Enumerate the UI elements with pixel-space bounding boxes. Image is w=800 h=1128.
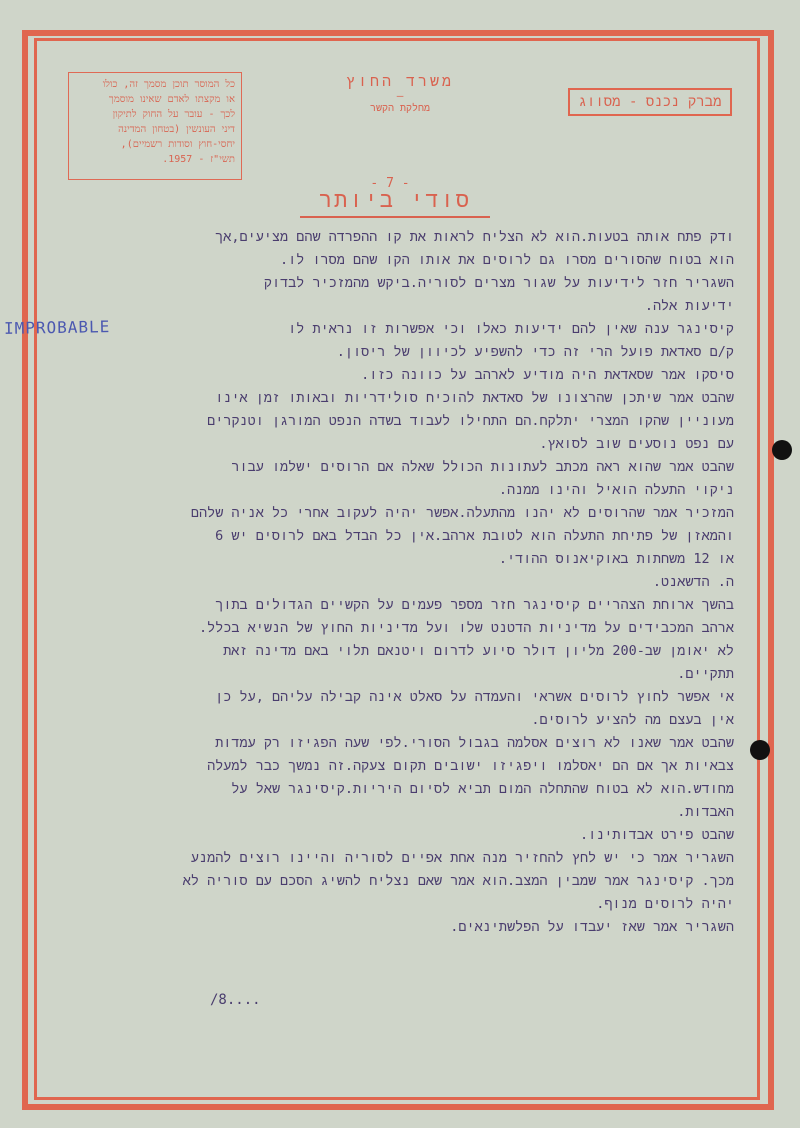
body-line: מעוניין שהקו המצרי יתלקח.הם התחילו לעבוד בשדה הנפט המורגן וטנקרים [207, 413, 734, 429]
body-line: ניקוי התעלה הואיל והינו ממנה. [498, 482, 734, 498]
body-line: ק/ם סאדאת פועל הרי זה כדי להשפיע לכיוון של ריסון. [336, 344, 734, 360]
body-line: או 12 משחתות באוקיאנוס ההודי. [498, 551, 734, 567]
punch-hole [750, 740, 770, 760]
punch-hole [772, 440, 792, 460]
notice-line: תשי"ז - 1957. [162, 154, 235, 165]
ministry-header [330, 72, 470, 115]
body-line: ארהב המכבידים על מדיניות הדטנט שלו ועל מדיניות החוץ של הנשיא בכלל. [198, 620, 734, 636]
department-name: מחלקת הקשר [369, 103, 431, 114]
notice-line: או מקצתו לאדם שאינו מוסמך [108, 94, 235, 105]
body-line: השגריר חזר לידיעות על שגור מצרים לסוריה.ביקש מהמזכיר לבדוק [263, 275, 734, 291]
body-line: סיסקו אמר שסאדאת היה מודיע לארהב על כוונה כזו. [361, 367, 734, 383]
body-line: מכך. קיסינגר אמר שמבין המצב.הוא אמר שאם נצליח להשיג הסכם עם סוריה לא [182, 873, 734, 889]
body-line: שהבט אמר שיתכן שהרצונו של סאדאת להוכיח סולידריות ובאותו זמן אינו [215, 390, 734, 406]
body-line: שהבט אמר שהוא ראה מכתב לעתונות הכולל שאלה אם הרוסים ישלמו עבור [231, 459, 734, 475]
document-body [60, 226, 734, 939]
page-number: - 7 - [370, 176, 410, 191]
notice-line: כל המוסר תוכן מסמך זה, כולו [102, 79, 235, 90]
body-line: צבאיות אך אם הם יאסלמו ויפגיזו ישובים תקום צעקה.זה נמשך כבר למעלה [207, 758, 734, 774]
body-line: מחודש.הוא לא בטוח שהתחלה המום תביא לסיום היריות.קיסינגר שאל על [231, 781, 734, 797]
body-line: האבדות. [677, 804, 734, 820]
body-line: אין בעצם מה להציע לרוסים. [531, 712, 734, 728]
ministry-divider: — [396, 89, 404, 102]
continuation-marker: /8.... [210, 992, 261, 1008]
body-line: לא יאומן שב-200 מליון דולר סיוע לדרום ויטנאם תלוי באם מדינה זאת [223, 643, 734, 659]
body-line: תתקיים. [677, 666, 734, 682]
body-line: עם נפט נוסעים שוב לסואץ. [539, 436, 734, 452]
secrecy-notice-stamp [68, 72, 242, 180]
body-line: קיסינגר ענה שאין להם ידיעות כאלו וכי אפשרות זו נראית לו [288, 321, 734, 337]
body-line: ה. הדשאנט. [652, 574, 734, 590]
body-line: בהשך ארוחת הצהריים קיסינגר חזר מספר פעמים על הקשיים הגדולים בתוך [215, 597, 734, 613]
ministry-name: משרד החוץ [345, 72, 455, 90]
body-line: יהיה לרוסים מנוף. [596, 896, 734, 912]
body-line: השגריר אמר שאז יעבדו על הפלשתינאים. [450, 919, 734, 935]
body-line: שהבט פירט אבדותינו. [579, 827, 734, 843]
body-line: המזכיר אמר שהרוסים לא יהנו מהתעלה.אפשר יהיה לעקוב אחרי כל אניה שלהם [190, 505, 734, 521]
body-line: ידיעות אלה. [644, 298, 734, 314]
body-line: אי אפשר לחוץ לרוסים אשראי והעמדה על סאלט אינה קבילה עליהם ,על כן [215, 689, 734, 705]
classification-stamp: מברק נכנס - מסווג [568, 88, 732, 116]
notice-line: לכך - עובר על החוק לתיקון [112, 109, 235, 120]
body-line: הוא בטוח שהסורים מסרו גם לרוסים את אותו הקו שהם מסרו לו. [280, 252, 734, 268]
handwritten-annotation: IMPROBABLE [3, 317, 111, 338]
body-line: השגריר אמר כי יש לחץ להחזיר מנה אחת אפיים לסוריה והיינו רוצים להמנע [190, 850, 734, 866]
document-title: סודי ביותר [300, 188, 490, 218]
notice-line: יחסי-חוץ וסודות רשמיים), [120, 139, 235, 150]
body-line: ודק פתח אותה בטעות.הוא לא הצליח לראות את קו ההפרדה שהם מציעים,אך [215, 229, 734, 245]
body-line: שהבט אמר שאנו לא רוצים אסלמה בגבול הסורי.לפי שעה הפגיזו רק עמדות [215, 735, 734, 751]
body-line: והמאזן של פתיחת התעלה הוא לטובת ארהב.אין כל הבדל באם לרוסים יש 6 [215, 528, 734, 544]
notice-line: דיני העונשין (בטחון המדינה [118, 124, 235, 135]
